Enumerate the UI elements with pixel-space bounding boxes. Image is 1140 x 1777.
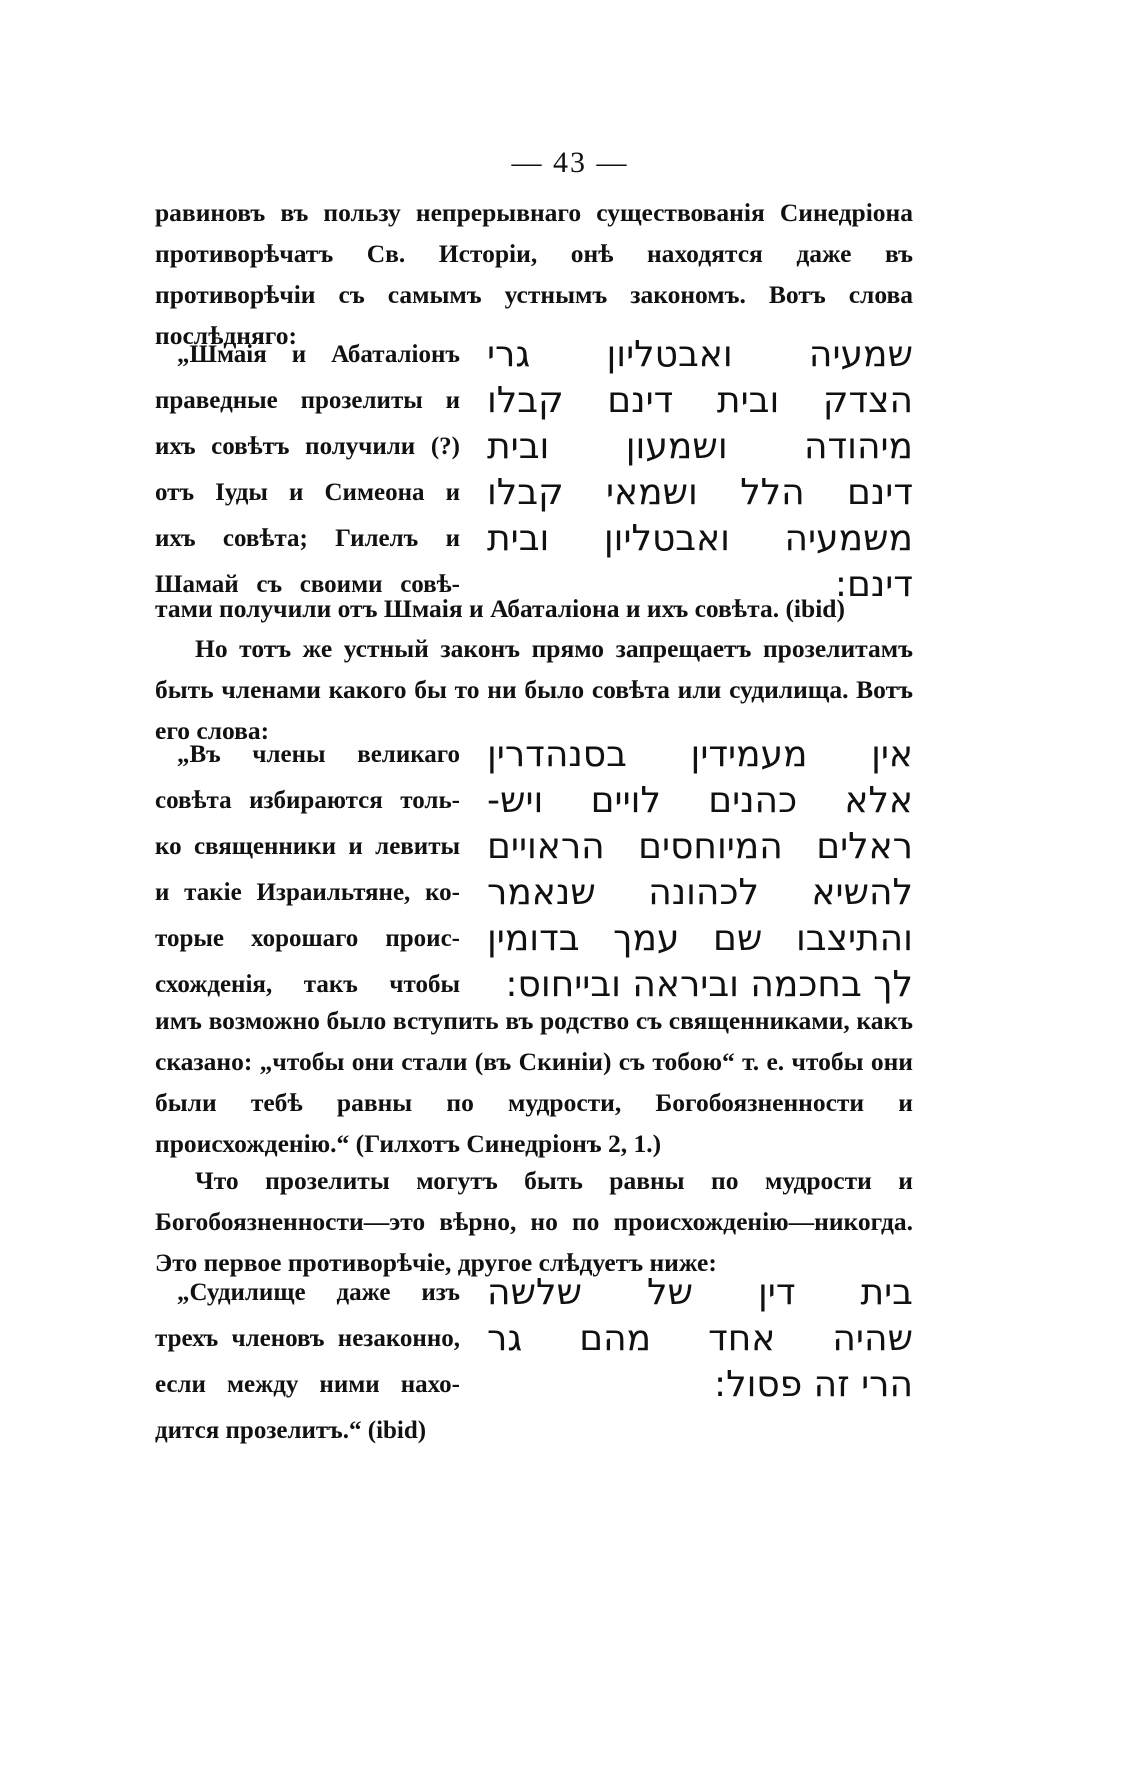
quote-1-russian-line: отъ Іуды и Симеона и [155, 479, 460, 506]
quote-1-continuation: тами получили отъ Шмаія и Абаталіона и ихъ совѣта. (ibid) [155, 594, 845, 623]
quote-3-hebrew [487, 1270, 913, 1408]
quote-2-russian-line: торые хорошаго проис- [155, 925, 460, 952]
quote-3-hebrew-line: הרי זה פסול: [713, 1364, 913, 1405]
quote-1-russian-line: ихъ совѣтъ получили (?) [155, 433, 460, 460]
quote-1-russian-line: „Шмаія и Абаталіонъ [177, 341, 460, 368]
quote-3-russian [155, 1270, 460, 1454]
quote-1-hebrew-line: הצדק ובית דינם קבלו [487, 380, 913, 421]
paragraph-1: равиновъ въ пользу непрерывнаго существованія Синедріона противорѣчатъ Св. Исторіи, онѣ находятся даже въ противорѣчіи съ самымъ устнымъ закономъ. Вотъ слова послѣдняго: [155, 198, 913, 350]
quote-3 [155, 1270, 913, 1470]
quote-1-russian-line: праведные прозелиты и [155, 387, 460, 414]
quote-1-russian [155, 332, 460, 608]
quote-3-russian-line: если между ними нахо- [155, 1371, 460, 1398]
quote-2-russian [155, 732, 460, 1008]
quote-2-russian-line: ко священники и левиты [155, 833, 460, 860]
quote-2-hebrew [487, 732, 913, 1008]
quote-1-hebrew-line: דינם הלל ושמאי קבלו [487, 472, 913, 513]
quote-1-hebrew-line: מיהודה ושמעון ובית [487, 426, 913, 467]
quote-2-hebrew-line: לך בחכמה וביראה ובייחוס: [505, 964, 913, 1005]
quote-3-hebrew-line: שהיה אחד מהם גר [487, 1318, 913, 1359]
quote-1-hebrew-line: משמעיה ואבטליון ובית [487, 518, 913, 559]
quote-3-russian-line: трехъ членовъ незаконно, [155, 1325, 460, 1352]
quote-2-russian-line: совѣта избираются толь- [155, 787, 460, 814]
paragraph-2: Но тотъ же устный законъ прямо запрещаетъ прозелитамъ быть членами какого бы то ни было совѣта или судилища. Вотъ его слова: [155, 634, 913, 745]
quote-2-russian-line: „Въ члены великаго [177, 741, 460, 768]
quote-2-hebrew-line: והתיצבו שם עמך בדומין [487, 918, 913, 959]
paragraph-3: Что прозелиты могутъ быть равны по мудрости и Богобоязненности—это вѣрно, но по происхожденію—никогда. Это первое противорѣчіе, другое слѣдуетъ ниже: [155, 1166, 913, 1277]
quote-3-hebrew-line: בית דין של שלשה [487, 1272, 913, 1313]
quote-2 [155, 732, 913, 1012]
quote-2-hebrew-line: אין מעמידין בסנהדרין [487, 734, 913, 775]
quote-2-russian-line: и такіе Израильтяне, ко- [155, 879, 460, 906]
quote-1-russian-line: ихъ совѣта; Гилелъ и [155, 525, 460, 552]
quote-2-hebrew-line: להשיא לכהונה שנאמר [487, 872, 913, 913]
quote-1-hebrew [487, 332, 913, 608]
quote-2-continuation: имъ возможно было вступить въ родство съ священниками, какъ сказано: „чтобы они стали (въ Скиніи) съ тобою“ т. е. чтобы они были тебѣ равны по мудрости, Богобоязненности и происхожденію.“ (Гилхотъ Синедріонъ 2, 1.) [155, 1006, 913, 1158]
quote-3-russian-line: дится прозелитъ.“ (ibid) [155, 1417, 427, 1444]
quote-1-hebrew-line: דינם: [834, 564, 913, 605]
quote-1-hebrew-line: שמעיה ואבטליון גרי [487, 334, 913, 375]
quote-1-russian-line: Шамай съ своими совѣ- [155, 571, 460, 598]
quote-2-hebrew-line: ראלים המיוחסים הראויים [487, 826, 913, 867]
quote-1 [155, 332, 913, 612]
quote-2-russian-line: схожденія, такъ чтобы [155, 971, 460, 998]
quote-2-hebrew-line: אלא כהנים לויים ויש- [487, 780, 913, 821]
page-number: — 43 — [511, 146, 629, 179]
quote-3-russian-line: „Судилище даже изъ [177, 1279, 460, 1306]
